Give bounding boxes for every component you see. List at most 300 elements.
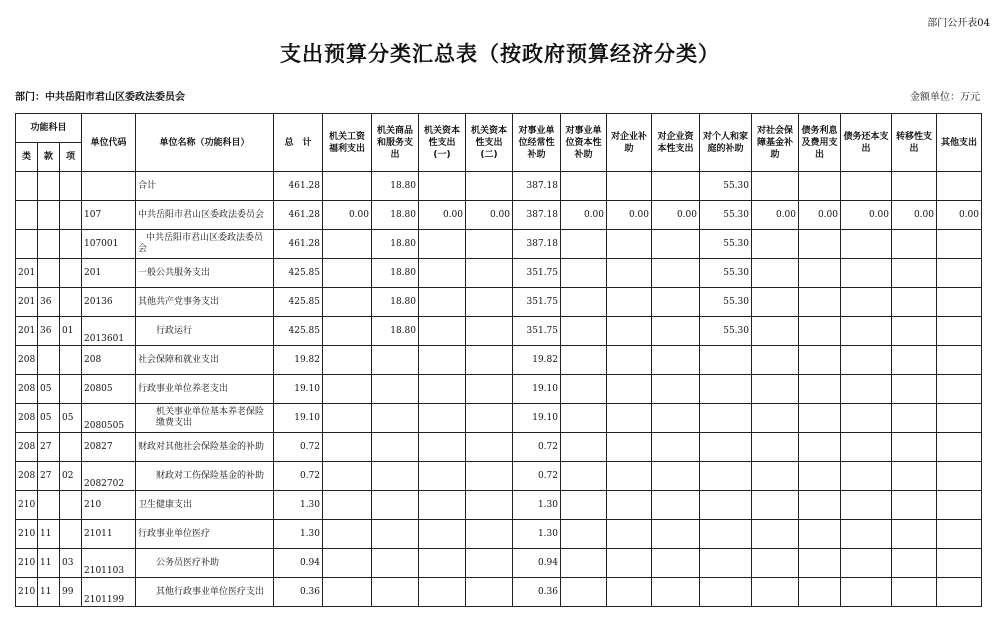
cell-c1	[323, 520, 372, 549]
cell-c6	[561, 230, 607, 259]
cell-c5: 351.75	[513, 317, 561, 346]
col-c2: 机关商品和服务支出	[372, 114, 419, 172]
cell-lei: 201	[16, 259, 38, 288]
cell-c3	[419, 462, 466, 491]
cell-unit-code: 2101103	[82, 549, 136, 578]
cell-c2	[372, 375, 419, 404]
cell-unit-name-text: 机关事业单位基本养老保险缴费支出	[156, 407, 265, 428]
cell-unit-name-text: 财政对其他社会保险基金的补助	[138, 441, 265, 452]
col-lei: 类	[16, 143, 38, 172]
cell-c10	[752, 404, 799, 433]
cell-c3: 0.00	[419, 201, 466, 230]
cell-c14	[937, 375, 982, 404]
col-kuan: 款	[38, 143, 60, 172]
amount-unit-label: 金额单位：万元	[910, 92, 980, 103]
cell-c12	[841, 462, 892, 491]
cell-c6	[561, 172, 607, 201]
cell-kuan	[38, 230, 60, 259]
cell-unit-code: 208	[82, 346, 136, 375]
cell-unit-name-text: 公务员医疗补助	[156, 557, 220, 568]
cell-c6	[561, 259, 607, 288]
cell-c11	[799, 404, 841, 433]
cell-c4	[466, 462, 513, 491]
cell-c11	[799, 549, 841, 578]
cell-c2	[372, 578, 419, 607]
cell-xiang	[60, 520, 82, 549]
cell-c9: 55.30	[700, 259, 752, 288]
cell-c9	[700, 520, 752, 549]
cell-c6	[561, 520, 607, 549]
cell-c14	[937, 172, 982, 201]
cell-c3	[419, 404, 466, 433]
form-number: 部门公开表04	[927, 18, 990, 29]
cell-c4	[466, 317, 513, 346]
cell-c1	[323, 549, 372, 578]
col-c8: 对企业资本性支出	[652, 114, 700, 172]
cell-unit-name-text: 行政事业单位养老支出	[138, 383, 229, 394]
cell-kuan: 11	[38, 520, 60, 549]
cell-unit-name-text: 一般公共服务支出	[138, 267, 211, 278]
table-row	[16, 549, 982, 578]
cell-c14	[937, 491, 982, 520]
cell-c3	[419, 317, 466, 346]
cell-c2	[372, 549, 419, 578]
cell-c2	[372, 346, 419, 375]
cell-c1	[323, 404, 372, 433]
cell-c3	[419, 491, 466, 520]
cell-c6: 0.00	[561, 201, 607, 230]
table-row	[16, 230, 982, 259]
cell-c2	[372, 433, 419, 462]
col-c3: 机关资本性支出(一)	[419, 114, 466, 172]
cell-c3	[419, 230, 466, 259]
table-row	[16, 288, 982, 317]
cell-c11	[799, 172, 841, 201]
cell-c10	[752, 375, 799, 404]
cell-c14	[937, 433, 982, 462]
cell-c13	[892, 375, 937, 404]
cell-xiang	[60, 375, 82, 404]
cell-c2	[372, 520, 419, 549]
cell-unit-code	[82, 172, 136, 201]
cell-c12	[841, 491, 892, 520]
cell-c13	[892, 433, 937, 462]
cell-lei: 208	[16, 433, 38, 462]
cell-c5: 387.18	[513, 172, 561, 201]
cell-unit-name-text: 行政运行	[156, 325, 193, 336]
cell-c7	[607, 230, 652, 259]
cell-xiang	[60, 346, 82, 375]
cell-c7	[607, 404, 652, 433]
cell-c14	[937, 230, 982, 259]
cell-c5: 19.10	[513, 375, 561, 404]
col-xiang: 项	[60, 143, 82, 172]
cell-c11	[799, 375, 841, 404]
cell-unit-name	[136, 259, 274, 288]
cell-c14	[937, 549, 982, 578]
cell-c14	[937, 259, 982, 288]
col-c10: 对社会保障基金补助	[752, 114, 799, 172]
cell-c13	[892, 578, 937, 607]
cell-c6	[561, 433, 607, 462]
cell-unit-name-text: 行政事业单位医疗	[138, 528, 211, 539]
cell-c10	[752, 317, 799, 346]
cell-c9	[700, 549, 752, 578]
cell-c5: 1.30	[513, 491, 561, 520]
cell-xiang	[60, 172, 82, 201]
cell-total: 0.36	[274, 578, 323, 607]
cell-total: 19.82	[274, 346, 323, 375]
cell-c8	[652, 462, 700, 491]
cell-c9	[700, 375, 752, 404]
cell-c12	[841, 288, 892, 317]
cell-c2: 18.80	[372, 259, 419, 288]
cell-unit-code: 107	[82, 201, 136, 230]
cell-kuan: 27	[38, 433, 60, 462]
cell-lei	[16, 201, 38, 230]
cell-lei: 208	[16, 404, 38, 433]
cell-c9	[700, 462, 752, 491]
cell-c6	[561, 375, 607, 404]
cell-c10	[752, 288, 799, 317]
cell-c7	[607, 172, 652, 201]
cell-c5: 351.75	[513, 288, 561, 317]
cell-lei: 210	[16, 520, 38, 549]
page-title: 支出预算分类汇总表（按政府预算经济分类）	[280, 42, 720, 66]
cell-c1	[323, 346, 372, 375]
cell-c12	[841, 172, 892, 201]
cell-c4	[466, 375, 513, 404]
cell-c3	[419, 433, 466, 462]
cell-c12	[841, 317, 892, 346]
cell-c3	[419, 549, 466, 578]
cell-c9	[700, 491, 752, 520]
cell-xiang	[60, 288, 82, 317]
cell-c8	[652, 317, 700, 346]
cell-total: 461.28	[274, 230, 323, 259]
cell-total: 461.28	[274, 172, 323, 201]
cell-c5: 19.10	[513, 404, 561, 433]
department-label: 部门：中共岳阳市君山区委政法委员会	[15, 92, 185, 103]
cell-c7	[607, 549, 652, 578]
cell-c2: 18.80	[372, 288, 419, 317]
cell-c1	[323, 578, 372, 607]
cell-c8	[652, 433, 700, 462]
cell-lei: 210	[16, 578, 38, 607]
cell-c8	[652, 346, 700, 375]
cell-kuan	[38, 172, 60, 201]
cell-total: 425.85	[274, 317, 323, 346]
cell-c10	[752, 259, 799, 288]
cell-c14	[937, 462, 982, 491]
cell-c11	[799, 288, 841, 317]
col-unit-name: 单位名称（功能科目）	[136, 114, 274, 172]
cell-c8	[652, 259, 700, 288]
cell-c3	[419, 520, 466, 549]
cell-c8	[652, 404, 700, 433]
cell-xiang: 01	[60, 317, 82, 346]
cell-kuan	[38, 346, 60, 375]
table-row	[16, 491, 982, 520]
cell-c13	[892, 259, 937, 288]
cell-c14	[937, 520, 982, 549]
cell-c5: 0.36	[513, 578, 561, 607]
cell-c9	[700, 578, 752, 607]
cell-c12: 0.00	[841, 201, 892, 230]
col-unit-code: 单位代码	[82, 114, 136, 172]
cell-c1	[323, 288, 372, 317]
cell-lei	[16, 172, 38, 201]
cell-c7	[607, 462, 652, 491]
cell-c2	[372, 491, 419, 520]
cell-c11	[799, 491, 841, 520]
cell-c5: 387.18	[513, 201, 561, 230]
cell-total: 461.28	[274, 201, 323, 230]
cell-c10	[752, 433, 799, 462]
cell-c7	[607, 375, 652, 404]
cell-c14	[937, 578, 982, 607]
table-row	[16, 433, 982, 462]
cell-kuan	[38, 259, 60, 288]
cell-c4	[466, 230, 513, 259]
cell-c3	[419, 259, 466, 288]
cell-lei	[16, 230, 38, 259]
table-row	[16, 404, 982, 433]
table-row	[16, 578, 982, 607]
cell-c11	[799, 433, 841, 462]
cell-c10	[752, 549, 799, 578]
budget-table	[15, 113, 982, 607]
cell-c5: 19.82	[513, 346, 561, 375]
cell-c11	[799, 520, 841, 549]
cell-c3	[419, 346, 466, 375]
cell-c5: 0.94	[513, 549, 561, 578]
cell-c1	[323, 491, 372, 520]
cell-c4	[466, 172, 513, 201]
col-function-group: 功能科目	[16, 114, 82, 143]
cell-c12	[841, 520, 892, 549]
cell-c13	[892, 404, 937, 433]
cell-unit-name	[136, 317, 274, 346]
cell-kuan	[38, 201, 60, 230]
cell-c1	[323, 172, 372, 201]
cell-c4	[466, 549, 513, 578]
cell-c6	[561, 549, 607, 578]
cell-c1: 0.00	[323, 201, 372, 230]
table-row	[16, 259, 982, 288]
cell-c1	[323, 230, 372, 259]
cell-total: 19.10	[274, 375, 323, 404]
cell-unit-code: 107001	[82, 230, 136, 259]
cell-c4	[466, 520, 513, 549]
cell-c8	[652, 578, 700, 607]
cell-c12	[841, 230, 892, 259]
cell-total: 0.72	[274, 433, 323, 462]
cell-c2	[372, 404, 419, 433]
cell-unit-name	[136, 433, 274, 462]
cell-c11	[799, 462, 841, 491]
cell-c13	[892, 549, 937, 578]
cell-unit-code: 2080505	[82, 404, 136, 433]
cell-c7	[607, 520, 652, 549]
cell-unit-name-text: 其他行政事业单位医疗支出	[156, 586, 265, 597]
col-c14: 其他支出	[937, 114, 982, 172]
cell-total: 0.94	[274, 549, 323, 578]
cell-c7	[607, 259, 652, 288]
cell-total: 19.10	[274, 404, 323, 433]
cell-lei: 210	[16, 491, 38, 520]
cell-unit-name-text: 中共岳阳市君山区委政法委员会	[138, 233, 264, 254]
cell-unit-name	[136, 230, 274, 259]
col-c4: 机关资本性支出(二)	[466, 114, 513, 172]
cell-kuan: 05	[38, 375, 60, 404]
col-c9: 对个人和家庭的补助	[700, 114, 752, 172]
cell-c6	[561, 317, 607, 346]
cell-c6	[561, 346, 607, 375]
cell-unit-code: 21011	[82, 520, 136, 549]
cell-c4	[466, 259, 513, 288]
cell-c13	[892, 462, 937, 491]
cell-c2: 18.80	[372, 317, 419, 346]
cell-c10	[752, 520, 799, 549]
cell-lei: 201	[16, 288, 38, 317]
cell-c13	[892, 491, 937, 520]
cell-unit-name	[136, 375, 274, 404]
cell-xiang	[60, 491, 82, 520]
col-c7: 对企业补助	[607, 114, 652, 172]
cell-xiang	[60, 433, 82, 462]
cell-unit-code: 20805	[82, 375, 136, 404]
cell-c9: 55.30	[700, 201, 752, 230]
cell-c12	[841, 259, 892, 288]
cell-kuan: 36	[38, 288, 60, 317]
cell-c9	[700, 404, 752, 433]
cell-unit-name-text: 中共岳阳市君山区委政法委员会	[138, 209, 265, 220]
cell-kuan: 36	[38, 317, 60, 346]
cell-xiang	[60, 259, 82, 288]
cell-c3	[419, 375, 466, 404]
cell-c12	[841, 346, 892, 375]
cell-unit-name-text: 财政对工伤保险基金的补助	[156, 470, 265, 481]
cell-c13	[892, 230, 937, 259]
cell-c1	[323, 259, 372, 288]
cell-xiang: 03	[60, 549, 82, 578]
cell-kuan	[38, 491, 60, 520]
cell-unit-name	[136, 491, 274, 520]
cell-c8	[652, 288, 700, 317]
cell-c5: 0.72	[513, 433, 561, 462]
cell-c7	[607, 491, 652, 520]
cell-lei: 208	[16, 375, 38, 404]
cell-c10	[752, 462, 799, 491]
cell-c13	[892, 317, 937, 346]
cell-c5: 1.30	[513, 520, 561, 549]
cell-c14	[937, 288, 982, 317]
cell-c11	[799, 230, 841, 259]
cell-c7	[607, 317, 652, 346]
cell-lei: 210	[16, 549, 38, 578]
cell-c13	[892, 346, 937, 375]
cell-c3	[419, 288, 466, 317]
col-c5: 对事业单位经常性补助	[513, 114, 561, 172]
col-c1: 机关工资福利支出	[323, 114, 372, 172]
table-row	[16, 346, 982, 375]
cell-kuan: 27	[38, 462, 60, 491]
cell-c8	[652, 230, 700, 259]
cell-c4	[466, 433, 513, 462]
cell-c6	[561, 578, 607, 607]
cell-c10: 0.00	[752, 201, 799, 230]
cell-xiang: 02	[60, 462, 82, 491]
cell-c5: 351.75	[513, 259, 561, 288]
cell-c14: 0.00	[937, 201, 982, 230]
cell-c5: 0.72	[513, 462, 561, 491]
cell-c3	[419, 578, 466, 607]
cell-unit-name	[136, 172, 274, 201]
cell-c11	[799, 346, 841, 375]
cell-total: 1.30	[274, 520, 323, 549]
cell-c4	[466, 404, 513, 433]
cell-unit-name	[136, 549, 274, 578]
cell-unit-name	[136, 404, 274, 433]
cell-c14	[937, 404, 982, 433]
col-c13: 转移性支出	[892, 114, 937, 172]
cell-c4	[466, 288, 513, 317]
cell-c14	[937, 346, 982, 375]
cell-c7	[607, 433, 652, 462]
cell-c6	[561, 404, 607, 433]
cell-unit-code: 210	[82, 491, 136, 520]
cell-kuan: 11	[38, 578, 60, 607]
cell-c9: 55.30	[700, 230, 752, 259]
cell-c10	[752, 491, 799, 520]
cell-c11	[799, 317, 841, 346]
cell-unit-code: 20827	[82, 433, 136, 462]
cell-c13	[892, 172, 937, 201]
cell-c10	[752, 230, 799, 259]
cell-c12	[841, 375, 892, 404]
cell-unit-code: 20136	[82, 288, 136, 317]
table-row	[16, 462, 982, 491]
col-c12: 债务还本支出	[841, 114, 892, 172]
cell-c11	[799, 259, 841, 288]
cell-unit-name-text: 合计	[138, 180, 157, 191]
cell-lei: 201	[16, 317, 38, 346]
cell-xiang: 05	[60, 404, 82, 433]
cell-c13	[892, 288, 937, 317]
cell-c1	[323, 462, 372, 491]
table-row	[16, 375, 982, 404]
cell-c10	[752, 346, 799, 375]
cell-unit-code: 2082702	[82, 462, 136, 491]
cell-lei: 208	[16, 462, 38, 491]
cell-unit-code: 201	[82, 259, 136, 288]
cell-xiang	[60, 201, 82, 230]
cell-c10	[752, 172, 799, 201]
cell-c7	[607, 578, 652, 607]
col-c6: 对事业单位资本性补助	[561, 114, 607, 172]
cell-c5: 387.18	[513, 230, 561, 259]
cell-unit-code: 2013601	[82, 317, 136, 346]
cell-c11	[799, 578, 841, 607]
cell-c12	[841, 404, 892, 433]
cell-c2: 18.80	[372, 230, 419, 259]
cell-xiang	[60, 230, 82, 259]
cell-total: 425.85	[274, 259, 323, 288]
cell-c1	[323, 317, 372, 346]
cell-c1	[323, 375, 372, 404]
cell-c4: 0.00	[466, 201, 513, 230]
